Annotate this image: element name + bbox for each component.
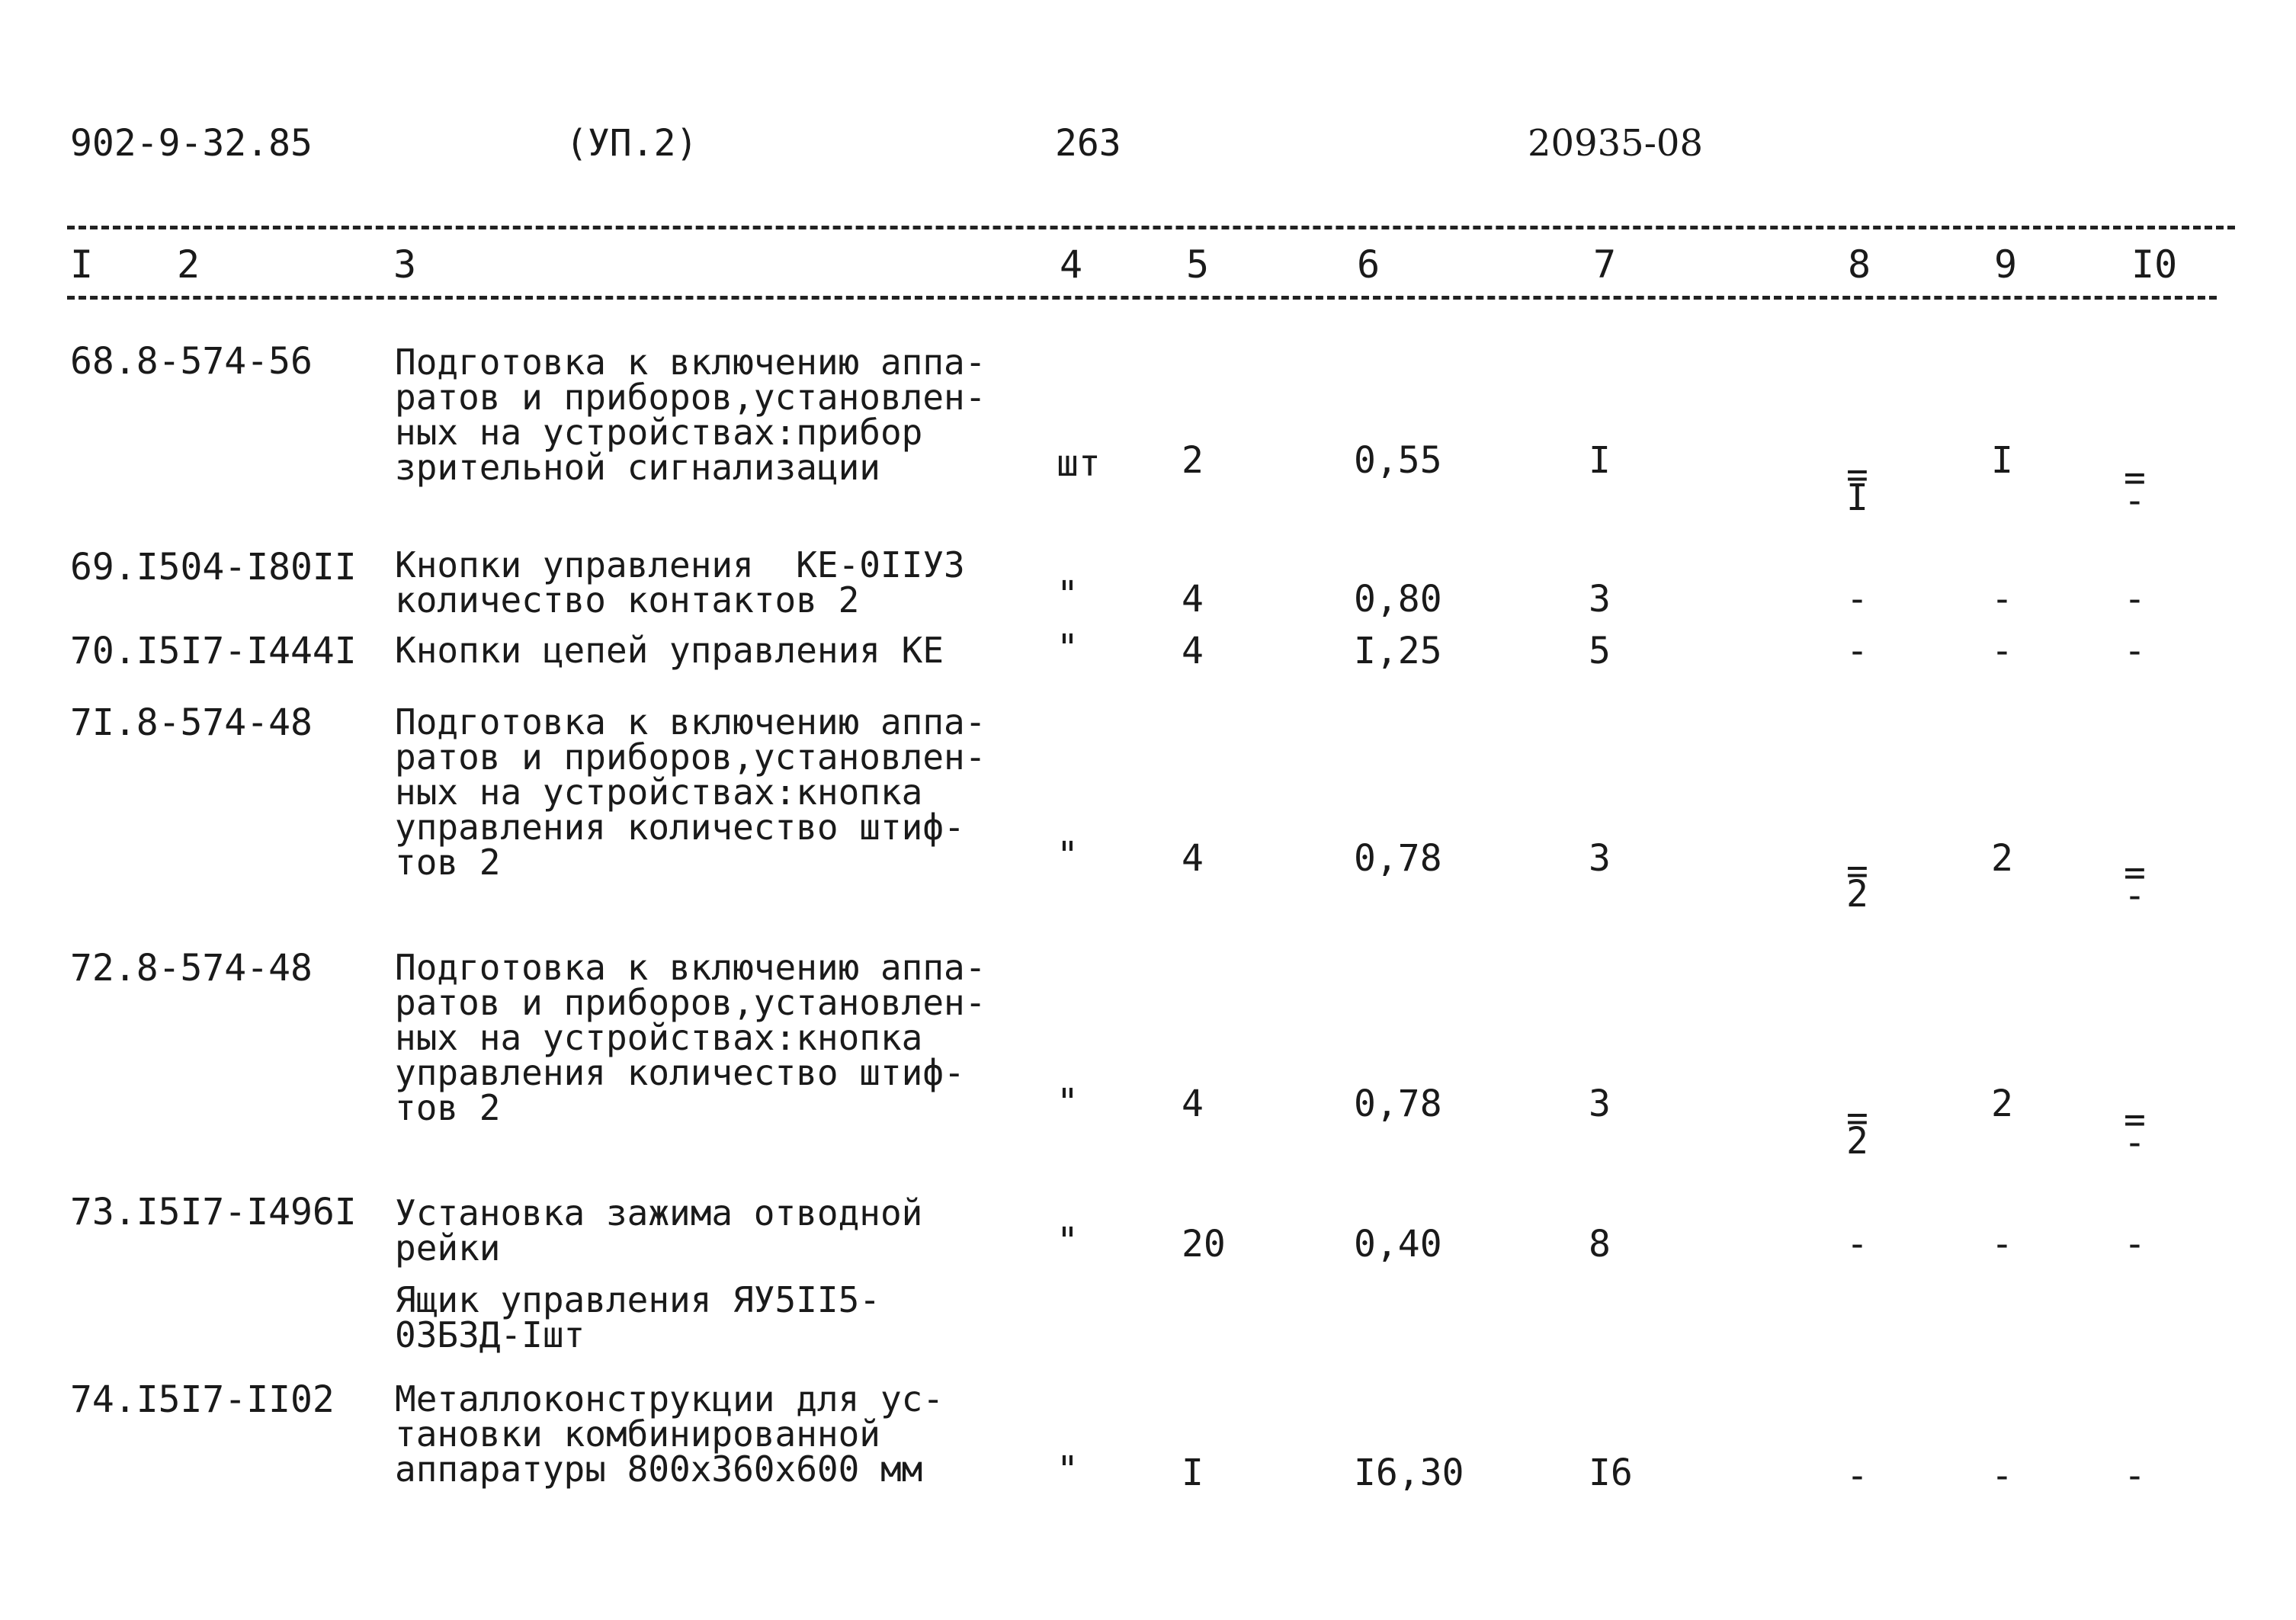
row-description: Подготовка к включению аппа- ратов и приборов,установлен- ных на устройствах:кнопка управления количество штиф- тов 2: [395, 947, 986, 1128]
row-unit: ": [1057, 834, 1079, 877]
row-code: 70.I5I7-I444I: [70, 630, 357, 672]
row-col9: -: [1991, 1455, 2013, 1497]
row-quantity: 4: [1182, 837, 1204, 880]
row-unit: ": [1057, 1448, 1079, 1491]
row-col10: = -: [2124, 457, 2146, 522]
column-heading-10: I0: [2131, 242, 2178, 287]
row-col8: = I: [1846, 454, 1868, 519]
row-col10: -: [2124, 630, 2146, 672]
row-col10: = -: [2124, 1099, 2146, 1164]
row-col8: -: [1846, 1223, 1868, 1266]
row-col6: 0,78: [1354, 1083, 1442, 1125]
document-code: 20935-08: [1528, 122, 1703, 165]
row-code: 73.I5I7-I496I: [70, 1191, 357, 1233]
row-unit: ": [1057, 573, 1079, 616]
row-description: Металлоконструкции для ус- тановки комбинированной аппаратуры 800х360х600 мм: [395, 1378, 944, 1490]
row-col7: I: [1589, 439, 1611, 482]
row-col9: I: [1991, 439, 2013, 482]
column-heading-5: 5: [1186, 242, 1210, 287]
row-col8: -: [1846, 630, 1868, 672]
row-col9: -: [1991, 578, 2013, 621]
row-code: 72.8-574-48: [70, 947, 313, 990]
row-col7: 3: [1589, 1083, 1611, 1125]
row-col8: = 2: [1846, 1097, 1868, 1163]
column-heading-8: 8: [1848, 242, 1871, 287]
row-quantity: 4: [1182, 578, 1204, 621]
row-quantity: 2: [1182, 439, 1204, 482]
page-number: 263: [1055, 122, 1121, 165]
row-col10: -: [2124, 1455, 2146, 1497]
row-col7: 5: [1589, 630, 1611, 672]
column-heading-2: 2: [177, 242, 200, 287]
row-col9: -: [1991, 1223, 2013, 1266]
row-description: Подготовка к включению аппа- ратов и приборов,установлен- ных на устройствах:кнопка управления количество штиф- тов 2: [395, 701, 986, 883]
row-col7: I6: [1589, 1452, 1633, 1494]
row-code: 69.I504-I80II: [70, 546, 357, 589]
row-description: Установка зажима отводной рейки: [395, 1192, 923, 1269]
row-col7: 8: [1589, 1223, 1611, 1266]
row-col9: 2: [1991, 1083, 2013, 1125]
row-unit: ": [1057, 1081, 1079, 1124]
row-col6: I,25: [1354, 630, 1442, 672]
row-quantity: 4: [1182, 630, 1204, 672]
row-unit: ": [1057, 1220, 1079, 1262]
row-col10: -: [2124, 578, 2146, 621]
row-col7: 3: [1589, 837, 1611, 880]
column-heading-6: 6: [1357, 242, 1380, 287]
column-heading-3: 3: [393, 242, 417, 287]
row-col6: 0,78: [1354, 837, 1442, 880]
row-code: 7I.8-574-48: [70, 701, 313, 744]
row-col8: -: [1846, 578, 1868, 621]
row-col7: 3: [1589, 578, 1611, 621]
row-unit: шт: [1057, 442, 1101, 485]
row-col8: -: [1846, 1455, 1868, 1497]
column-heading-4: 4: [1060, 242, 1083, 287]
row-col8: = 2: [1846, 850, 1868, 916]
row-quantity: I: [1182, 1452, 1204, 1494]
row-col9: -: [1991, 630, 2013, 672]
row-col10: -: [2124, 1223, 2146, 1266]
row-code: 68.8-574-56: [70, 340, 313, 383]
row-col10: = -: [2124, 852, 2146, 917]
row-col6: 0,55: [1354, 439, 1442, 482]
row-quantity: 20: [1182, 1223, 1226, 1266]
column-heading-7: 7: [1593, 242, 1617, 287]
row-description: Кнопки цепей управления КЕ: [395, 630, 944, 671]
row-description: Кнопки управления КЕ-0IIУЗ количество контактов 2: [395, 544, 965, 621]
row-col6: 0,40: [1354, 1223, 1442, 1266]
row-quantity: 4: [1182, 1083, 1204, 1125]
row-code: 74.I5I7-II02: [70, 1378, 335, 1421]
column-heading-1: I: [70, 242, 94, 287]
column-heading-9: 9: [1994, 242, 2018, 287]
document-part: (УП.2): [566, 122, 698, 165]
document-number: 902-9-32.85: [70, 122, 313, 165]
dashed-rule-top: [67, 226, 2235, 229]
row-col9: 2: [1991, 837, 2013, 880]
dashed-rule-under-headings: [67, 296, 2217, 300]
row-description: Подготовка к включению аппа- ратов и приборов,установлен- ных на устройствах:прибор зрительной сигнализации: [395, 342, 986, 488]
row-col6: 0,80: [1354, 578, 1442, 621]
row-unit: ": [1057, 627, 1079, 669]
row-col6: I6,30: [1354, 1452, 1464, 1494]
row-description: Ящик управления ЯУ5II5- 03Б3Д-Iшт: [395, 1279, 880, 1355]
